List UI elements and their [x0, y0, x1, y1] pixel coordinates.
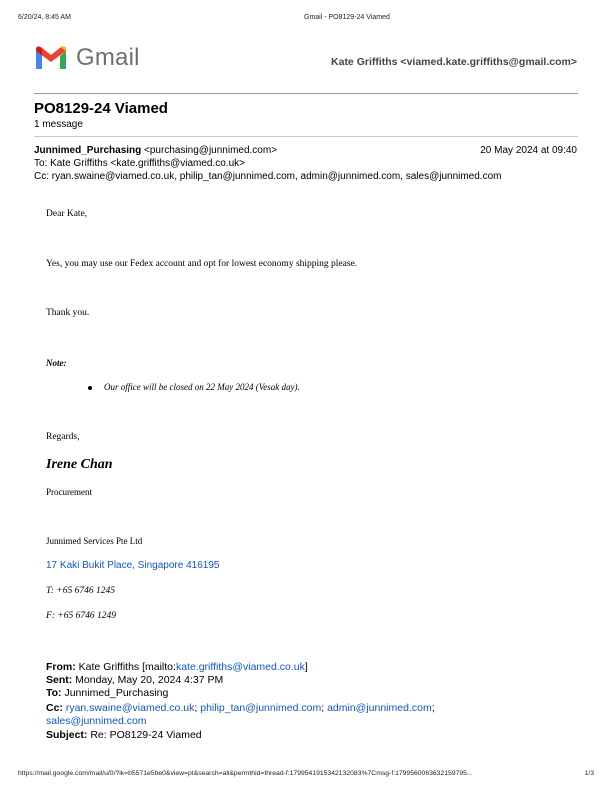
quoted-sent-value: Monday, May 20, 2024 4:37 PM — [75, 674, 224, 686]
company-name: Junnimed Services Pte Ltd — [46, 536, 143, 546]
to-line: To: Kate Griffiths <kate.griffiths@viamed.co.uk> — [34, 158, 245, 169]
quoted-from-label: From: — [46, 661, 76, 673]
note-label: Note: — [46, 358, 67, 368]
note-bullet — [88, 382, 300, 392]
phone-line: T: +65 6746 1245 — [46, 586, 115, 596]
quoted-sent — [46, 674, 223, 687]
quoted-from-value: Kate Griffiths [mailto: — [78, 661, 176, 673]
quoted-to-label: To: — [46, 687, 62, 699]
quoted-from-link[interactable]: kate.griffiths@viamed.co.uk — [175, 661, 305, 673]
quoted-cc-link-1[interactable]: ryan.swaine@viamed.co.uk — [65, 702, 195, 714]
quoted-cc-link-2[interactable]: philip_tan@junnimed.com — [200, 702, 322, 714]
quoted-cc-link-4[interactable]: sales@junnimed.com — [46, 715, 147, 727]
quoted-subject — [46, 729, 202, 742]
quoted-cc — [46, 702, 435, 715]
fax-line: F: +65 6746 1249 — [46, 611, 117, 621]
subject-divider — [34, 136, 578, 137]
quoted-cc-label: Cc: — [46, 702, 63, 714]
quoted-from — [46, 661, 308, 674]
quoted-to — [46, 687, 168, 700]
signature-name: Irene Chan — [46, 457, 113, 472]
gmail-logo-text: Gmail — [76, 44, 140, 71]
sender-name: Junnimed_Purchasing — [34, 145, 142, 156]
signature-role: Procurement — [46, 487, 92, 497]
thanks-line: Thank you. — [46, 308, 90, 318]
quoted-sent-label: Sent: — [46, 674, 73, 686]
message-count: 1 message — [34, 119, 83, 130]
body-line-1: Yes, you may use our Fedex account and opt for lowest economy shipping please. — [46, 259, 358, 269]
quoted-cc-sep-1: ; — [194, 702, 198, 714]
cc-line: Cc: ryan.swaine@viamed.co.uk, philip_tan@junnimed.com, admin@junnimed.com, sales@junnimed.com — [34, 171, 502, 182]
header-divider — [34, 93, 578, 94]
company-address-link[interactable]: 17 Kaki Bukit Place, Singapore 416195 — [46, 560, 220, 571]
quoted-cc-sep-3: ; — [431, 702, 435, 714]
quoted-to-value: Junnimed_Purchasing — [64, 687, 169, 699]
gmail-m-icon — [34, 45, 68, 71]
thread-subject: PO8129-24 Viamed — [34, 100, 168, 117]
greeting: Dear Kate, — [46, 209, 88, 219]
print-url: https://mail.google.com/mail/u/0/?ik=b5571e5be0&view=pt&search=all&permthid=thread-f:1799541915342132083%7Cmsg-f:1799560063632159795... — [18, 770, 473, 777]
quoted-subject-label: Subject: — [46, 729, 88, 741]
sender-email: <purchasing@junnimed.com> — [144, 145, 278, 156]
bullet-icon — [88, 386, 92, 390]
note-bullet-text: Our office will be closed on 22 May 2024 (Vesak day). — [104, 382, 300, 392]
quoted-from-close: ] — [304, 661, 308, 673]
print-page-number: 1/3 — [584, 770, 594, 777]
print-datetime: 6/20/24, 8:45 AM — [18, 14, 71, 21]
account-identity: Kate Griffiths <viamed.kate.griffiths@gmail.com> — [331, 56, 577, 68]
regards-line: Regards, — [46, 432, 80, 442]
gmail-logo[interactable] — [34, 44, 140, 72]
quoted-cc-sep-2: ; — [321, 702, 325, 714]
quoted-subject-value: Re: PO8129-24 Viamed — [90, 729, 202, 741]
print-title: Gmail - PO8129-24 Viamed — [304, 14, 390, 21]
quoted-cc-cont — [46, 715, 147, 728]
sender — [34, 145, 277, 156]
message-date: 20 May 2024 at 09:40 — [480, 145, 577, 156]
quoted-cc-link-3[interactable]: admin@junnimed.com — [327, 702, 432, 714]
